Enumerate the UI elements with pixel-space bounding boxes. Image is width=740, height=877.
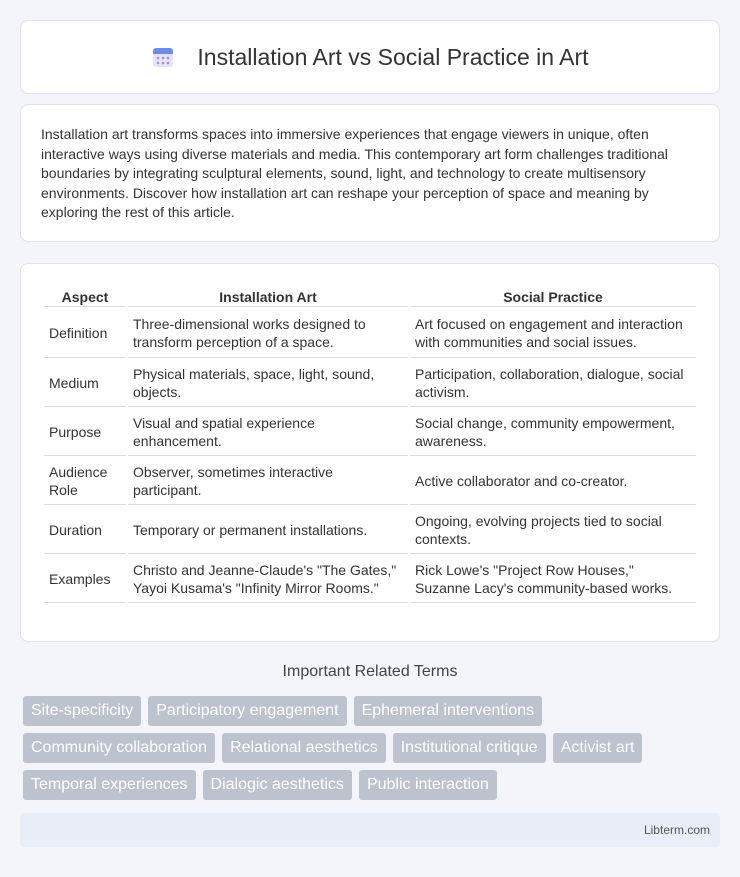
row-installation: Temporary or permanent installations. bbox=[128, 507, 408, 554]
table-row bbox=[44, 556, 696, 603]
comparison-table bbox=[42, 284, 698, 605]
tag-activist-art[interactable]: Activist art bbox=[553, 733, 643, 763]
footer-link[interactable]: Libterm.com bbox=[643, 823, 710, 837]
tag-site-specificity[interactable]: Site-specificity bbox=[23, 696, 141, 726]
tag-community-collaboration[interactable]: Community collaboration bbox=[23, 733, 215, 763]
row-installation: Physical materials, space, light, sound, objects. bbox=[128, 360, 408, 407]
row-social: Art focused on engagement and interaction with communities and social issues. bbox=[410, 309, 696, 358]
header-social-practice: Social Practice bbox=[410, 286, 696, 307]
row-aspect: Definition bbox=[44, 309, 126, 358]
tag-institutional-critique[interactable]: Institutional critique bbox=[393, 733, 546, 763]
table-row bbox=[44, 309, 696, 358]
row-aspect: Purpose bbox=[44, 409, 126, 456]
calendar-icon bbox=[151, 45, 175, 69]
row-social: Participation, collaboration, dialogue, social activism. bbox=[410, 360, 696, 407]
header-installation-art: Installation Art bbox=[128, 286, 408, 307]
row-aspect: Medium bbox=[44, 360, 126, 407]
tag-row bbox=[23, 696, 723, 726]
tag-row bbox=[23, 733, 723, 763]
table-row bbox=[44, 458, 696, 505]
page-title: Installation Art vs Social Practice in Art bbox=[197, 43, 589, 70]
related-terms-title: Important Related Terms bbox=[282, 663, 458, 680]
row-social: Active collaborator and co-creator. bbox=[410, 458, 696, 505]
intro-card bbox=[20, 104, 720, 242]
row-aspect: Examples bbox=[44, 556, 126, 603]
table-row bbox=[44, 507, 696, 554]
row-installation: Visual and spatial experience enhancement. bbox=[128, 409, 408, 456]
footer bbox=[20, 813, 720, 847]
tag-dialogic-aesthetics[interactable]: Dialogic aesthetics bbox=[203, 770, 352, 800]
tag-row bbox=[23, 770, 723, 800]
tag-relational-aesthetics[interactable]: Relational aesthetics bbox=[222, 733, 386, 763]
row-installation: Christo and Jeanne-Claude's "The Gates," Yayoi Kusama's "Infinity Mirror Rooms." bbox=[128, 556, 408, 603]
comparison-card bbox=[20, 263, 720, 642]
table-header-row bbox=[44, 286, 696, 307]
row-aspect: Duration bbox=[44, 507, 126, 554]
header-aspect: Aspect bbox=[44, 286, 126, 307]
row-social: Ongoing, evolving projects tied to social contexts. bbox=[410, 507, 696, 554]
tag-participatory-engagement[interactable]: Participatory engagement bbox=[148, 696, 346, 726]
tag-ephemeral-interventions[interactable]: Ephemeral interventions bbox=[354, 696, 543, 726]
row-aspect: Audience Role bbox=[44, 458, 126, 505]
intro-text: Installation art transforms spaces into immersive experiences that engage viewers in unique, often interactive ways using diverse materials and media. This contemporary art form challenges traditional boundaries by integrating sculptural elements, sound, light, and technology to create multisensory environments. Discover how installation art can reshape your perception of space and meaning by exploring the rest of this article. bbox=[41, 126, 668, 221]
row-installation: Three-dimensional works designed to transform perception of a space. bbox=[128, 309, 408, 358]
row-installation: Observer, sometimes interactive participant. bbox=[128, 458, 408, 505]
table-row bbox=[44, 409, 696, 456]
tag-temporal-experiences[interactable]: Temporal experiences bbox=[23, 770, 196, 800]
tag-public-interaction[interactable]: Public interaction bbox=[359, 770, 497, 800]
row-social: Rick Lowe's "Project Row Houses," Suzanne Lacy's community-based works. bbox=[410, 556, 696, 603]
row-social: Social change, community empowerment, awareness. bbox=[410, 409, 696, 456]
table-row bbox=[44, 360, 696, 407]
related-terms-list bbox=[23, 696, 723, 807]
header-card bbox=[20, 20, 720, 94]
